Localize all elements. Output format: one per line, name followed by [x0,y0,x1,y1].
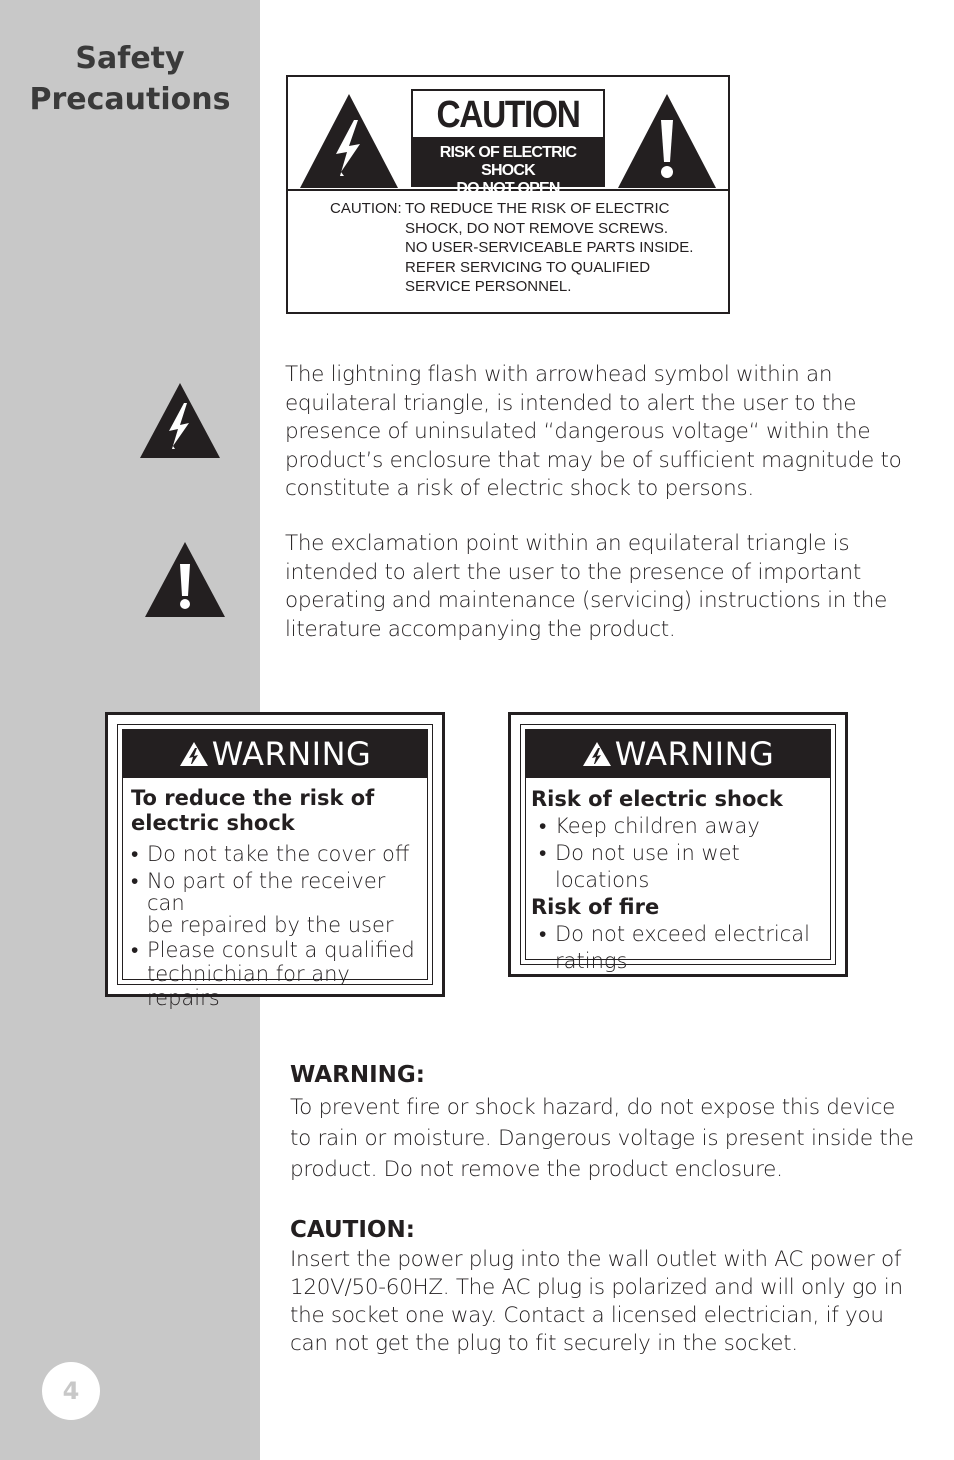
caution-notice-line: REFER SERVICING TO QUALIFIED [405,258,651,276]
caution-band [413,137,603,197]
warning-subtitle: To reduce the risk of electric shock [131,786,375,835]
warning-triangle-icon [582,741,612,767]
list-item: • Keep children away [539,814,760,838]
section-title-line2: Precautions [29,82,231,117]
caution-notice-line: NO USER-SERVICEABLE PARTS INSIDE. [405,239,694,256]
caution-notice [330,199,693,297]
warning-heading: WARNING: [290,1062,425,1088]
exclamation-explanation: The exclamation point within an equilateral triangle is intended to alert the user to the presence of important operating and maintenance (servicing) instructions in the literature accompanying the product. [285,531,888,642]
caution-paragraph: Insert the power plug into the wall outlet with AC power of 120V/50-60HZ. The AC plug is polarized and will only go in the socket one way. Contact a licensed electrician, if you can not get the plug to fit securely in the socket. [290,1247,903,1356]
lightning-explanation: The lightning flash with arrowhead symbol within an equilateral triangle, is intended to alert the user to the presence of uninsulated “dangerous voltage“ within the product’s enclosure that may be of sufficient magnitude to constitute a risk of electric shock to persons. [285,362,902,501]
list-item: • Do not exceed electrical ratings [539,922,810,973]
caution-band-line2: DO NOT OPEN [456,180,560,197]
warning-subtitle: Risk of electric shock [531,787,783,811]
lightning-triangle-icon [300,94,398,188]
caution-notice-line: SERVICE PERSONNEL. [405,278,572,295]
list-item: • Do not take the cover off [131,842,410,866]
list-item: • Do not use in wet locations [539,841,740,892]
warning-subtitle: Risk of fire [531,895,660,919]
list-item: • No part of the receiver can be repaired by the user [131,869,394,937]
lightning-symbol-icon [140,383,220,458]
caution-label-box [286,75,730,314]
exclamation-triangle-icon [618,94,716,188]
caution-notice-line: SHOCK, DO NOT REMOVE SCREWS. [405,219,669,237]
caution-band-line1: RISK OF ELECTRIC SHOCK [439,144,577,179]
warning-paragraph: To prevent fire or shock hazard, do not expose this device to rain or moisture. Dangerous voltage is present inside the product. Do not remove the product enclosure. [290,1095,914,1182]
caution-heading: CAUTION: [290,1217,415,1243]
warning-body [531,786,826,975]
warning-box-electric-shock [105,712,445,1010]
warning-triangle-icon [179,741,209,767]
caution-notice-line: TO REDUCE THE RISK OF ELECTRIC [405,200,670,217]
caution-sign [411,89,605,197]
section-title-line1: Safety [75,41,185,76]
caution-label-top [288,77,728,197]
caution-word: CAUTION [436,94,580,136]
exclamation-symbol-icon [145,542,225,617]
warning-header: WARNING [123,730,427,778]
section-title [0,38,260,120]
warning-body [131,786,423,1010]
warning-box-shock-fire [508,712,848,977]
page-number: 4 [42,1362,100,1420]
list-item: • Please consult a qualified technichian for any repairs [131,938,415,1010]
warning-header: WARNING [526,730,830,778]
caution-notice-label: CAUTION: [330,200,402,217]
